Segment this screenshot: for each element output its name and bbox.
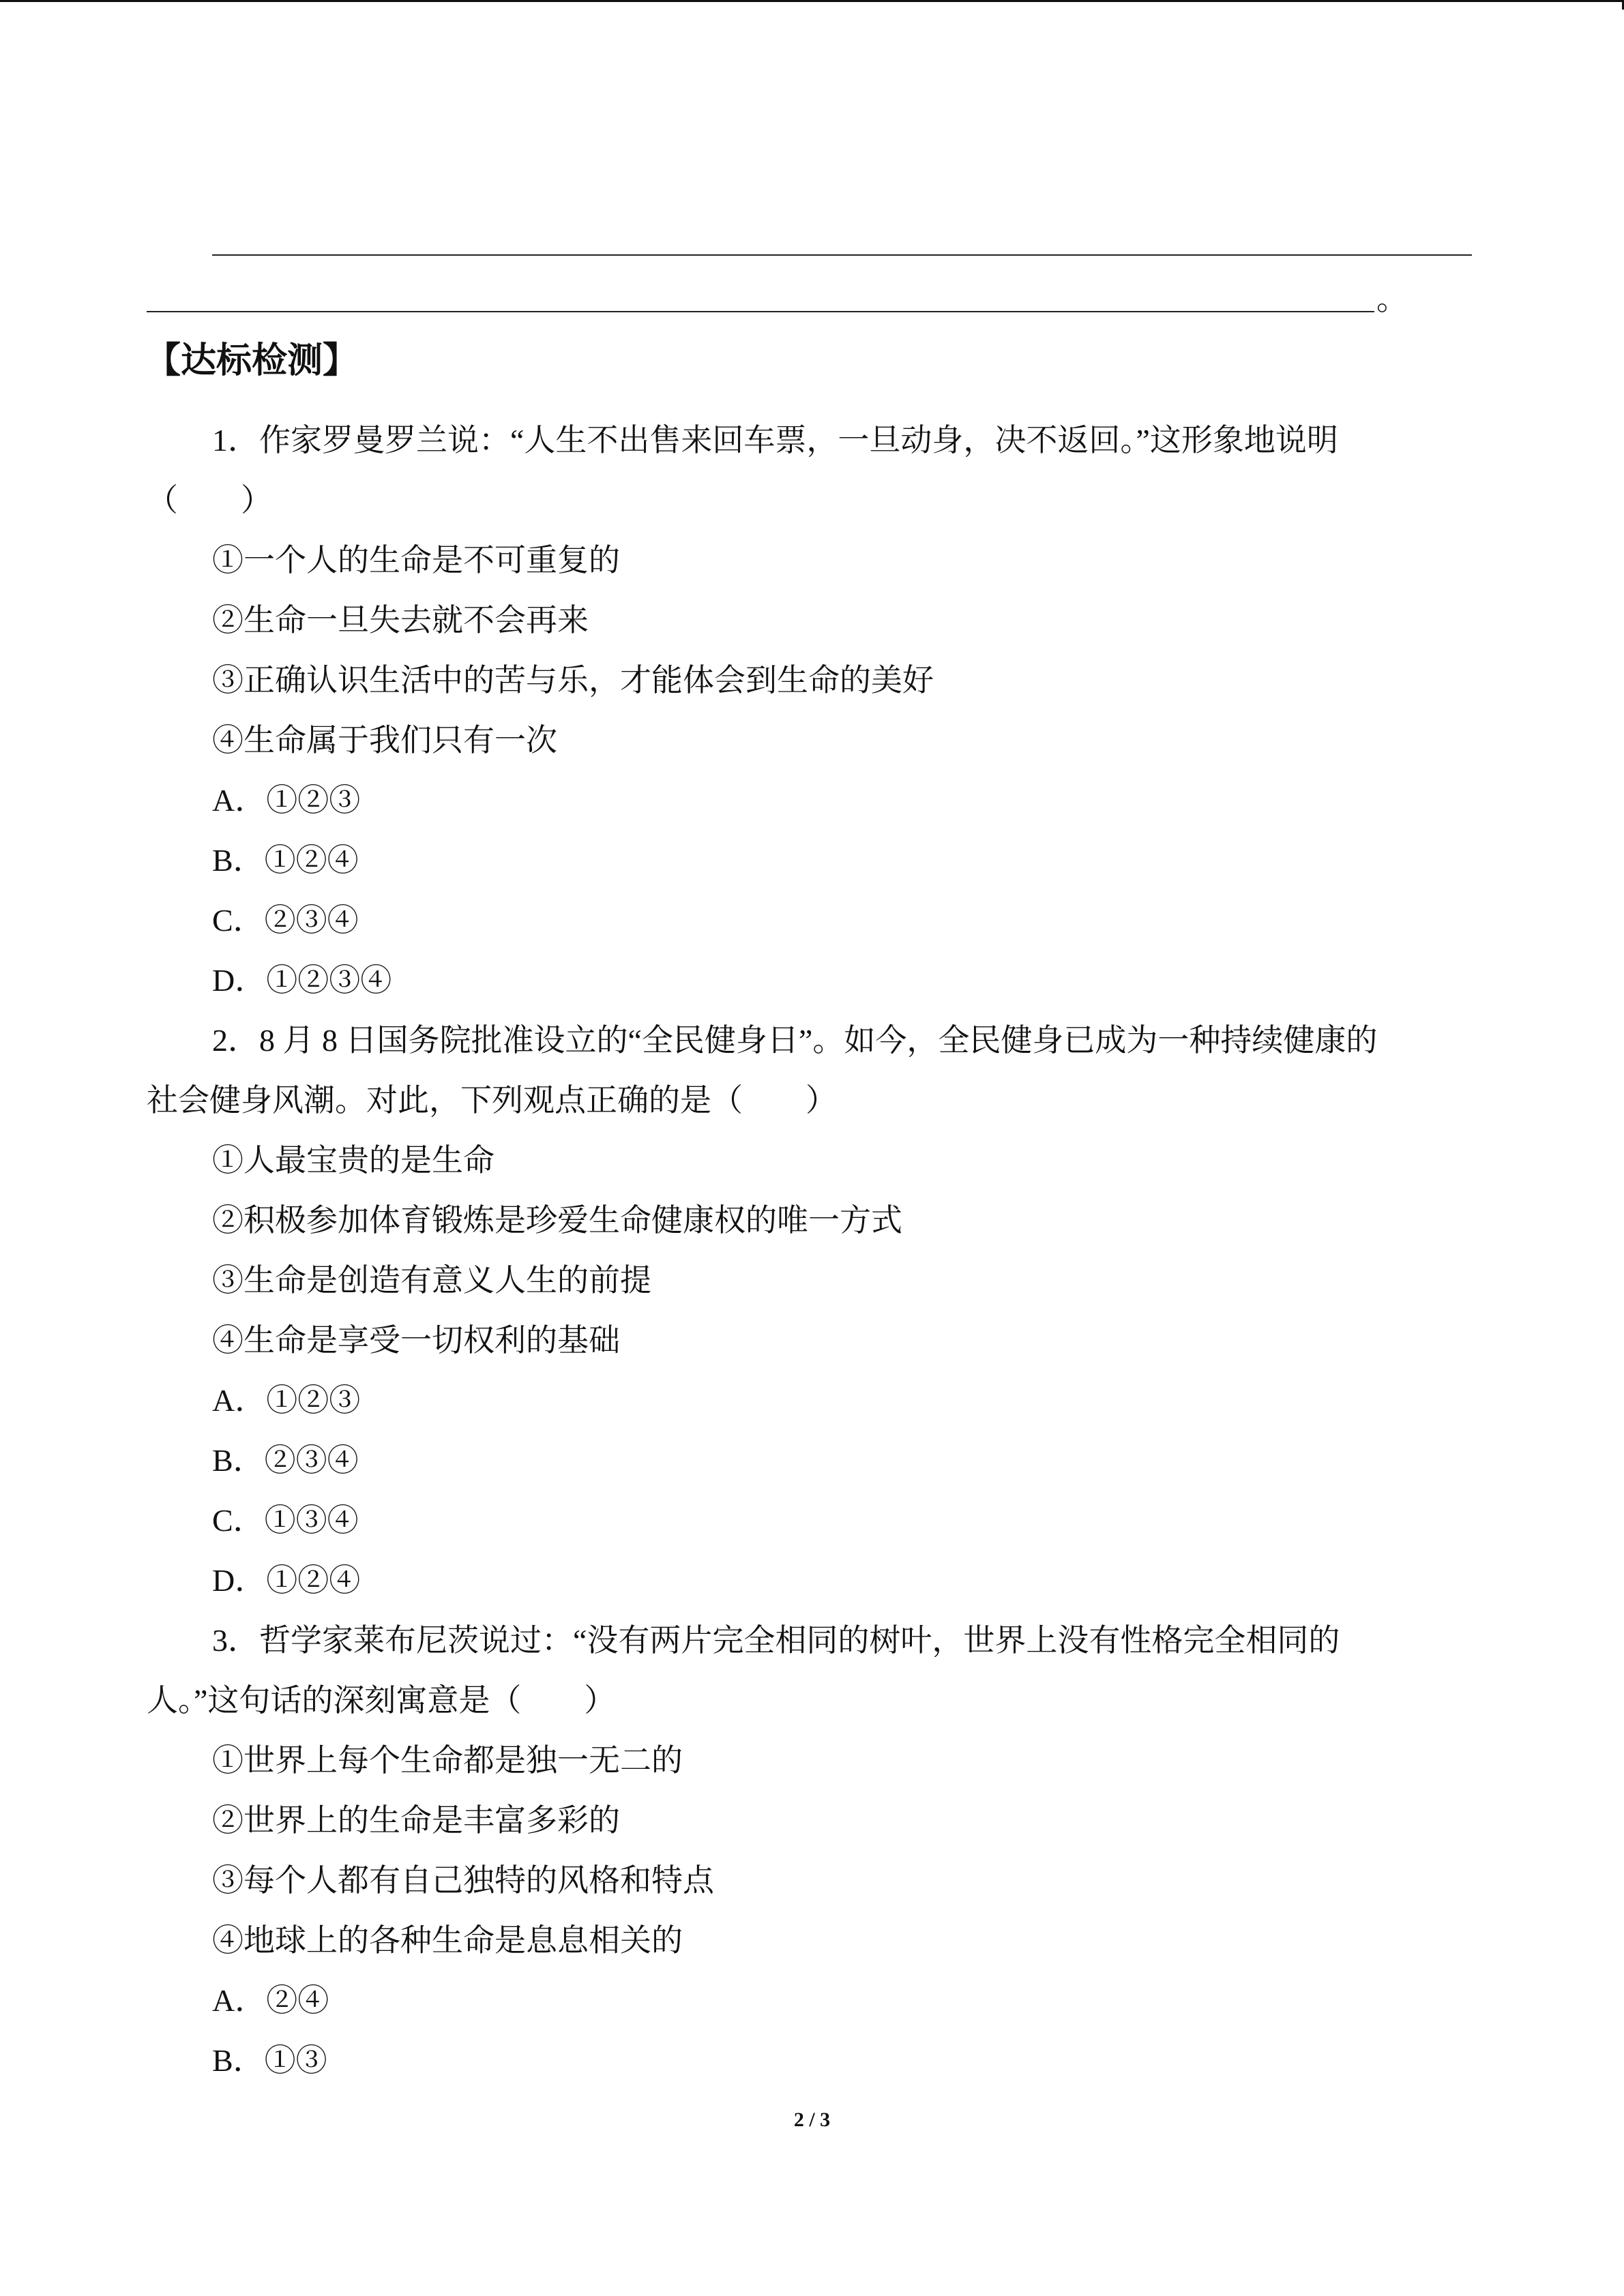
question-stem-line: 1．作家罗曼罗兰说：“人生不出售来回车票，一旦动身，决不返回。”这形象地说明 xyxy=(212,423,1338,458)
choice-option: B．②③④ xyxy=(212,1443,359,1478)
question-stem-line: 2．8 月 8 日国务院批准设立的“全民健身日”。如今，全民健身已成为一种持续健康的 xyxy=(212,1023,1378,1058)
statement-item: ②生命一旦失去就不会再来 xyxy=(212,603,589,638)
statement-item: ③正确认识生活中的苦与乐，才能体会到生命的美好 xyxy=(212,663,934,698)
page-top-border xyxy=(0,0,1624,2)
statement-item: ③生命是创造有意义人生的前提 xyxy=(212,1263,651,1298)
answer-blank-line xyxy=(147,311,1374,312)
question-3 xyxy=(147,1611,1473,2091)
statement-item: ②世界上的生命是丰富多彩的 xyxy=(212,1803,620,1838)
choice-option: C．①③④ xyxy=(212,1503,359,1538)
page-number: 2 / 3 xyxy=(793,2108,831,2131)
statement-item: ①一个人的生命是不可重复的 xyxy=(212,543,620,578)
statement-item: ①世界上每个生命都是独一无二的 xyxy=(212,1743,683,1778)
choice-option: A．②④ xyxy=(212,1983,329,2018)
statement-item: ③每个人都有自己独特的风格和特点 xyxy=(212,1863,714,1898)
choice-option: A．①②③ xyxy=(212,783,361,818)
choice-option: C．②③④ xyxy=(212,903,359,938)
question-1 xyxy=(147,411,1473,1011)
choice-option: B．①②④ xyxy=(212,843,359,878)
question-stem-line: 3．哲学家莱布尼茨说过：“没有两片完全相同的树叶，世界上没有性格完全相同的 xyxy=(212,1623,1340,1658)
answer-blank-line xyxy=(212,254,1472,256)
choice-option: D．①②③④ xyxy=(212,963,392,998)
section-title: 【达标检测】 xyxy=(145,342,359,381)
choice-option: A．①②③ xyxy=(212,1383,361,1418)
answer-blank-end-mark: 。 xyxy=(1376,282,1408,316)
statement-item: ②积极参加体育锻炼是珍爱生命健康权的唯一方式 xyxy=(212,1203,902,1238)
question-stem-line: （ ） xyxy=(147,483,272,518)
statement-item: ④生命属于我们只有一次 xyxy=(212,723,557,758)
choice-option: B．①③ xyxy=(212,2043,327,2078)
statement-item: ①人最宝贵的是生命 xyxy=(212,1143,494,1178)
statement-item: ④地球上的各种生命是息息相关的 xyxy=(212,1923,683,1958)
question-2 xyxy=(147,1011,1473,1611)
choice-option: D．①②④ xyxy=(212,1563,361,1598)
question-stem-line: 社会健身风潮。对此，下列观点正确的是（ ） xyxy=(147,1083,837,1118)
statement-item: ④生命是享受一切权利的基础 xyxy=(212,1323,620,1358)
question-list xyxy=(147,411,1473,2091)
question-stem-line: 人。”这句话的深刻寓意是（ ） xyxy=(147,1683,616,1718)
